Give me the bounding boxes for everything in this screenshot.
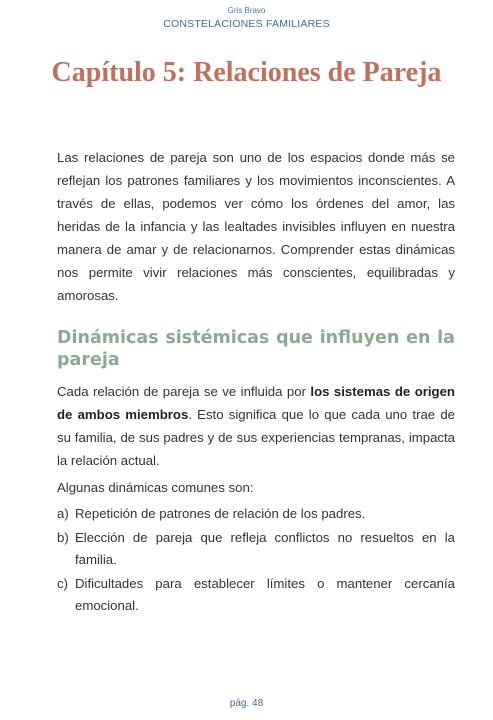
list-item xyxy=(57,527,455,571)
list-intro: Algunas dinámicas comunes son: xyxy=(57,480,254,495)
list-item xyxy=(57,573,455,617)
intro-paragraph: Las relaciones de pareja son uno de los espacios donde más se reflejan los patrones familiares y los movimientos inconscientes. A través de ellas, podemos ver cómo los órdenes del amor, las heridas de la infancia y las lealtades invisibles influyen en nuestra manera de amar y de relacionarnos. Comprender estas dinámicas nos permite vivir relaciones más conscientes, equilibradas y amorosas. xyxy=(57,150,455,303)
section-paragraph xyxy=(57,380,455,472)
list-item-text: Elección de pareja que refleja conflictos no resueltos en la familia. xyxy=(75,530,455,567)
section-paragraph-bold: los sistemas de origen de ambos miembros xyxy=(57,384,455,422)
section-paragraph-after: . Esto significa que lo que cada uno trae de su familia, de sus padres y de sus experiencias tempranas, impacta la relación actual. xyxy=(57,407,456,468)
chapter-title: Capítulo 5: Relaciones de Pareja xyxy=(51,57,442,88)
list-marker: b) xyxy=(57,530,69,545)
dynamics-list xyxy=(57,503,455,619)
page-number: pág. 48 xyxy=(229,698,264,709)
header-author: Gris Bravo xyxy=(227,6,266,15)
list-item-text: Dificultades para establecer límites o mantener cercanía emocional. xyxy=(75,576,455,613)
list-marker: c) xyxy=(57,576,68,591)
section-paragraph-before: Cada relación de pareja se ve influida por xyxy=(57,384,311,399)
list-item xyxy=(57,503,455,525)
list-item-text: Repetición de patrones de relación de los padres. xyxy=(75,506,366,521)
list-marker: a) xyxy=(57,506,69,521)
section-heading: Dinámicas sistémicas que influyen en la pareja xyxy=(57,328,455,370)
header-book-title: CONSTELACIONES FAMILIARES xyxy=(163,18,330,30)
